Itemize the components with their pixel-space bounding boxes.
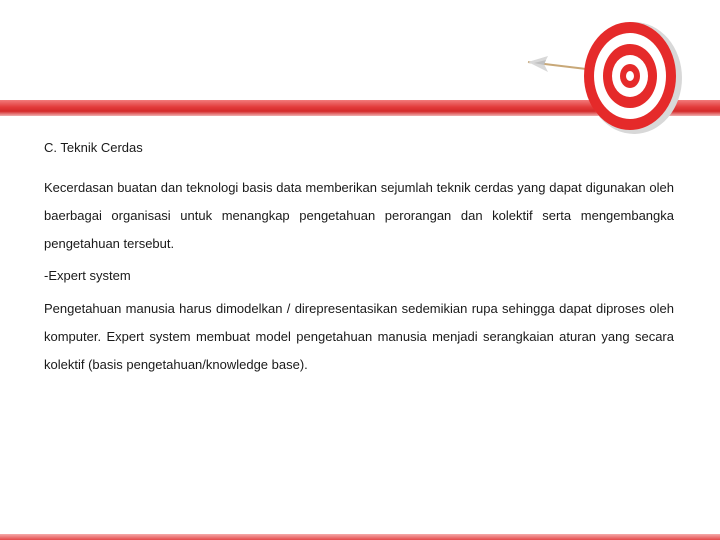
expert-system-subheading: -Expert system (44, 268, 131, 283)
section-heading: C. Teknik Cerdas (44, 140, 143, 155)
target-with-arrow-icon (488, 18, 708, 138)
intro-paragraph: Kecerdasan buatan dan teknologi basis data memberikan sejumlah teknik cerdas yang dapat digunakan oleh baerbagai organisasi untuk menangkap pengetahuan perorangan dan kolektif serta mengembangka pengetahuan tersebut. (44, 180, 674, 251)
document-body (44, 138, 674, 379)
footer-rule (0, 534, 720, 540)
expert-system-paragraph: Pengetahuan manusia harus dimodelkan / direpresentasikan sedemikian rupa sehingga dapat diproses oleh komputer. Expert system membuat model pengetahuan manusia menjadi serangkaian aturan yang secara kolektif (basis pengetahuan/knowledge base). (44, 301, 674, 372)
